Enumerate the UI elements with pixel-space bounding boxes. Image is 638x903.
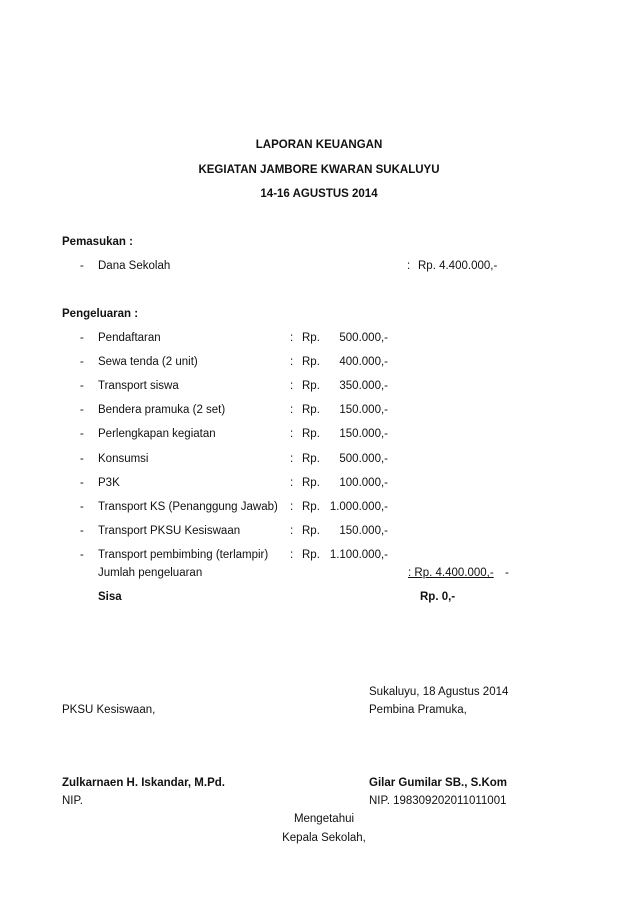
principal-role: Kepala Sekolah,	[282, 832, 366, 844]
expense-currency: Rp.	[302, 380, 320, 392]
expense-dash: -	[80, 356, 84, 368]
expense-currency: Rp.	[302, 525, 320, 537]
expense-colon: :	[290, 428, 294, 440]
expense-label: Transport PKSU Kesiswaan	[98, 525, 241, 537]
expense-label: Transport siswa	[98, 380, 179, 392]
expense-amount: 1.000.000,-	[329, 501, 388, 513]
expense-amount: 500.000,-	[339, 332, 388, 344]
expense-amount: 350.000,-	[339, 380, 388, 392]
expense-colon: :	[290, 501, 294, 513]
left-signatory-role: PKSU Kesiswaan,	[62, 704, 156, 716]
total-expense-label: Jumlah pengeluaran	[98, 567, 203, 579]
expense-dash: -	[80, 428, 84, 440]
expense-dash: -	[80, 525, 84, 537]
expense-colon: :	[290, 549, 294, 561]
expense-amount: 400.000,-	[339, 356, 388, 368]
expense-dash: -	[80, 380, 84, 392]
expense-currency: Rp.	[302, 453, 320, 465]
expense-label: Transport KS (Penanggung Jawab)	[98, 501, 278, 513]
income-dash: -	[80, 260, 84, 272]
expense-amount: 150.000,-	[339, 525, 388, 537]
expense-currency: Rp.	[302, 501, 320, 513]
expense-dash: -	[80, 453, 84, 465]
expense-currency: Rp.	[302, 428, 320, 440]
income-label: Dana Sekolah	[98, 260, 171, 272]
left-signatory-nip: NIP.	[62, 795, 83, 807]
balance-value: Rp. 0,-	[420, 591, 456, 603]
report-date: 14-16 AGUSTUS 2014	[260, 188, 378, 200]
expense-label: Sewa tenda (2 unit)	[98, 356, 198, 368]
expense-dash: -	[80, 332, 84, 344]
expense-amount: 100.000,-	[339, 477, 388, 489]
expense-dash: -	[80, 404, 84, 416]
expense-colon: :	[290, 356, 294, 368]
expense-label: Bendera pramuka (2 set)	[98, 404, 226, 416]
expense-currency: Rp.	[302, 549, 320, 561]
expense-colon: :	[290, 380, 294, 392]
total-expense-suffix: -	[505, 567, 509, 579]
expense-colon: :	[290, 525, 294, 537]
expense-dash: -	[80, 549, 84, 561]
expense-dash: -	[80, 477, 84, 489]
expense-colon: :	[290, 404, 294, 416]
expense-colon: :	[290, 332, 294, 344]
right-signatory-role: Pembina Pramuka,	[369, 704, 467, 716]
expense-currency: Rp.	[302, 477, 320, 489]
expense-amount: 1.100.000,-	[329, 549, 388, 561]
expense-colon: :	[290, 477, 294, 489]
report-title: LAPORAN KEUANGAN	[255, 139, 383, 151]
right-signatory-nip: NIP. 198309202011011001	[369, 795, 507, 807]
income-title: Pemasukan :	[62, 236, 133, 248]
expense-dash: -	[80, 501, 84, 513]
report-event: KEGIATAN JAMBORE KWARAN SUKALUYU	[198, 164, 440, 176]
expense-currency: Rp.	[302, 356, 320, 368]
expense-colon: :	[290, 453, 294, 465]
expense-label: Konsumsi	[98, 453, 149, 465]
expense-label: P3K	[98, 477, 120, 489]
expense-label: Pendaftaran	[98, 332, 161, 344]
balance-label: Sisa	[98, 591, 122, 603]
total-expense-value: : Rp. 4.400.000,-	[408, 567, 494, 579]
place-date: Sukaluyu, 18 Agustus 2014	[369, 686, 509, 698]
expense-amount: 150.000,-	[339, 428, 388, 440]
right-signatory-name: Gilar Gumilar SB., S.Kom	[369, 777, 508, 789]
income-colon: :	[407, 260, 411, 272]
expense-amount: 150.000,-	[339, 404, 388, 416]
expense-currency: Rp.	[302, 404, 320, 416]
expenses-title: Pengeluaran :	[62, 308, 139, 320]
acknowledge-label: Mengetahui	[293, 813, 355, 825]
expense-currency: Rp.	[302, 332, 320, 344]
income-amount: Rp. 4.400.000,-	[418, 260, 498, 272]
expense-label: Transport pembimbing (terlampir)	[98, 549, 269, 561]
expense-label: Perlengkapan kegiatan	[98, 428, 216, 440]
expense-amount: 500.000,-	[339, 453, 388, 465]
left-signatory-name: Zulkarnaen H. Iskandar, M.Pd.	[62, 777, 225, 789]
